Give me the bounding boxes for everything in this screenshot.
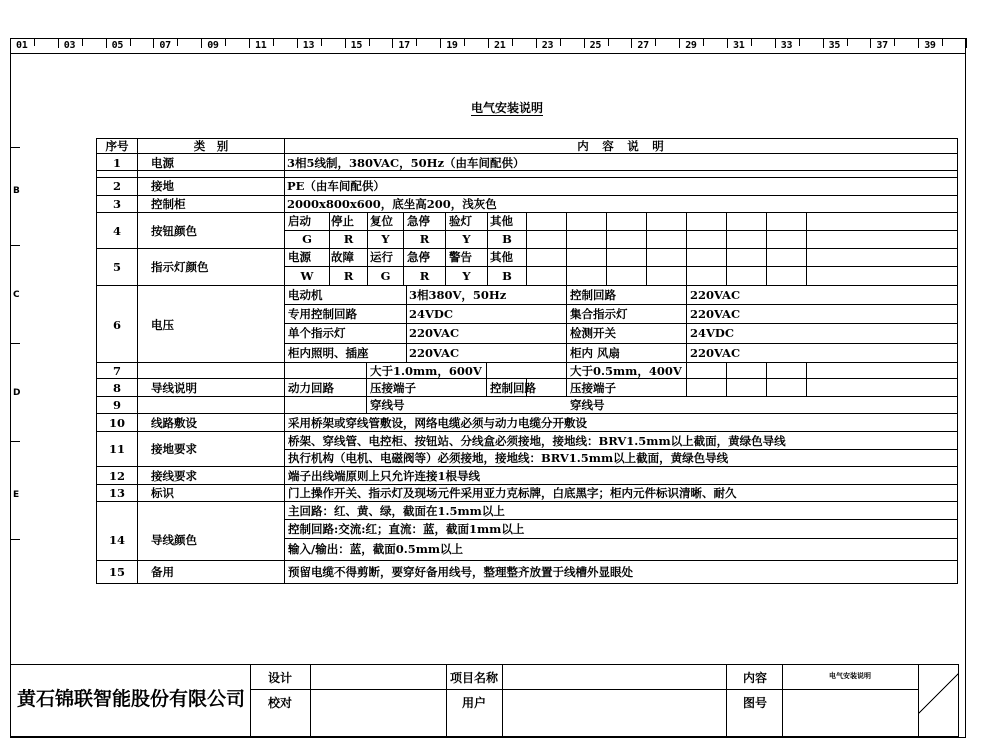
ruler-tick — [249, 38, 250, 48]
ruler-tick — [345, 38, 346, 48]
hdr-no: 序号 — [105, 139, 129, 153]
ruler-number: 25 — [589, 40, 602, 51]
ruler-minor-tick — [34, 38, 35, 46]
ruler-tick — [536, 38, 537, 48]
row4-name: 验灯 — [449, 214, 472, 228]
row1-category: 电源 — [151, 156, 174, 170]
row4-name: 启动 — [288, 214, 311, 228]
row12-category: 接线要求 — [151, 469, 197, 483]
ruler-minor-tick — [321, 38, 322, 46]
row6-value: 24VDC — [409, 307, 454, 321]
row5-code: B — [502, 269, 512, 283]
design-label: 设计 — [267, 671, 292, 685]
row5-category: 指示灯颜色 — [151, 260, 209, 274]
row4-name: 急停 — [407, 214, 430, 228]
ruler-minor-tick — [942, 38, 943, 46]
ruler-minor-tick — [512, 38, 513, 46]
row6-label: 控制回路 — [570, 288, 616, 302]
ruler-minor-tick — [608, 38, 609, 46]
row8-b: 压接端子 — [370, 381, 416, 395]
ruler-tick — [870, 38, 871, 48]
row-mark — [10, 343, 20, 344]
row9-no: 9 — [112, 398, 121, 412]
page-title: 电气安装说明 — [471, 101, 544, 115]
row4-code: Y — [381, 232, 390, 246]
check-label: 校对 — [267, 696, 292, 710]
ruler-number: 09 — [207, 40, 219, 51]
row5-code: G — [380, 269, 391, 283]
row-letter: C — [13, 290, 20, 300]
row14-line2: 控制回路:交流:红；直流：蓝，截面1mm以上 — [288, 522, 525, 536]
row8-no: 8 — [112, 381, 121, 395]
ruler-number: 33 — [780, 40, 793, 51]
row7-b: 大于0.5mm，400V — [570, 364, 682, 378]
row11-line1: 桥架、穿线管、电控柜、按钮站、分线盒必须接地，接地线：BRV1.5mm以上截面，黄绿色导线 — [288, 434, 786, 448]
row3-text: 2000x800x600，底坐高200，浅灰色 — [287, 197, 497, 211]
user-label: 用户 — [461, 696, 486, 710]
ruler-number: 21 — [494, 40, 506, 51]
row13-text: 门上操作开关、指示灯及现场元件采用亚力克标牌，白底黑字；柜内元件标识清晰、耐久 — [288, 486, 737, 500]
row9-b: 穿线号 — [570, 398, 605, 412]
row5-name: 急停 — [407, 250, 430, 264]
row-mark — [10, 147, 20, 148]
ruler-tick — [584, 38, 585, 48]
row12-no: 12 — [108, 469, 125, 483]
row6-label: 电动机 — [288, 288, 323, 302]
row1-no: 1 — [112, 156, 121, 170]
row4-name: 其他 — [490, 214, 513, 228]
ruler-minor-tick — [369, 38, 370, 46]
row4-code: G — [302, 232, 312, 246]
ruler-tick — [727, 38, 728, 48]
ruler-tick — [631, 38, 632, 48]
row3-no: 3 — [112, 197, 121, 211]
ruler-number: 35 — [828, 40, 841, 51]
row1-text: 3相5线制，380VAC，50Hz（由车间配供） — [287, 156, 525, 170]
ruler-tick — [679, 38, 680, 48]
ruler-number: 01 — [16, 40, 28, 51]
ruler-minor-tick — [130, 38, 131, 46]
ruler-tick — [153, 38, 154, 48]
row4-category: 按钮颜色 — [151, 224, 197, 238]
row8-category: 导线说明 — [151, 381, 197, 395]
row6-no: 6 — [112, 318, 121, 332]
row4-code: R — [343, 232, 354, 246]
ruler-minor-tick — [703, 38, 704, 46]
row6-label: 集合指示灯 — [570, 307, 628, 321]
row-letter: D — [13, 388, 21, 398]
row2-text: PE（由车间配供） — [287, 179, 385, 193]
ruler-tick — [488, 38, 489, 48]
ruler-number: 29 — [685, 40, 697, 51]
row6-value: 24VDC — [690, 326, 735, 340]
ruler-minor-tick — [799, 38, 800, 46]
row13-category: 标识 — [151, 486, 174, 500]
row2-category: 接地 — [151, 179, 174, 193]
hdr-content: 内 容 说 明 — [577, 139, 665, 153]
ruler-minor-tick — [416, 38, 417, 46]
row11-no: 11 — [108, 442, 125, 456]
row15-text: 预留电缆不得剪断，要穿好备用线号，整理整齐放置于线槽外显眼处 — [288, 565, 633, 579]
row8-d: 压接端子 — [570, 381, 616, 395]
ruler-number: 23 — [541, 40, 554, 51]
row14-line1: 主回路：红、黄、绿，截面在1.5mm以上 — [288, 504, 505, 518]
ruler-tick — [918, 38, 919, 48]
row15-category: 备用 — [151, 565, 174, 579]
row6-category: 电压 — [151, 318, 174, 332]
ruler-minor-tick — [751, 38, 752, 46]
ruler-tick — [966, 38, 967, 48]
ruler-number: 31 — [733, 40, 745, 51]
drawing-no-label: 图号 — [742, 696, 767, 710]
row8-a: 动力回路 — [288, 381, 334, 395]
company-name: 黄石锦联智能股份有限公司 — [16, 688, 245, 710]
row10-text: 采用桥架或穿线管敷设，网络电缆必须与动力电缆分开敷设 — [288, 416, 587, 430]
ruler-minor-tick — [847, 38, 848, 46]
row6-label: 检测开关 — [570, 326, 616, 340]
ruler-minor-tick — [560, 38, 561, 46]
ruler-number: 03 — [63, 40, 76, 51]
row11-line2: 执行机构（电机、电磁阀等）必须接地，接地线：BRV1.5mm以上截面，黄绿色导线 — [288, 451, 729, 465]
ruler-number: 15 — [350, 40, 363, 51]
ruler-minor-tick — [225, 38, 226, 46]
ruler-minor-tick — [82, 38, 83, 46]
row11-category: 接地要求 — [151, 442, 197, 456]
ruler-tick — [201, 38, 202, 48]
row5-code: Y — [462, 269, 471, 283]
row10-no: 10 — [108, 416, 125, 430]
row8-c: 控制回路 — [490, 381, 536, 395]
row4-code: R — [419, 232, 430, 246]
ruler-number: 17 — [398, 40, 410, 51]
ruler-tick — [392, 38, 393, 48]
ruler-minor-tick — [655, 38, 656, 46]
ruler-tick — [58, 38, 59, 48]
row-letter: E — [13, 490, 20, 500]
row6-value: 3相380V，50Hz — [409, 288, 507, 302]
ruler-tick — [775, 38, 776, 48]
row4-no: 4 — [112, 224, 121, 238]
ruler-number: 39 — [924, 40, 936, 51]
row5-name: 其他 — [490, 250, 513, 264]
content-value: 电气安装说明 — [829, 671, 871, 680]
row14-no: 14 — [108, 533, 125, 547]
row-mark — [10, 441, 20, 442]
ruler-tick — [106, 38, 107, 48]
row2-no: 2 — [112, 179, 121, 193]
ruler-tick — [440, 38, 441, 48]
ruler-number: 07 — [159, 40, 171, 51]
ruler-minor-tick — [894, 38, 895, 46]
row6-value: 220VAC — [690, 288, 741, 302]
row4-code: B — [502, 232, 512, 246]
ruler-tick — [823, 38, 824, 48]
row5-name: 电源 — [288, 250, 311, 264]
row5-code: W — [300, 269, 314, 283]
row4-name: 复位 — [370, 214, 393, 228]
project-name-label: 项目名称 — [449, 671, 498, 685]
row6-value: 220VAC — [409, 346, 460, 360]
ruler-number: 19 — [446, 40, 458, 51]
row5-name: 运行 — [370, 250, 393, 264]
row7-a: 大于1.0mm，600V — [370, 364, 482, 378]
row9-a: 穿线号 — [370, 398, 405, 412]
ruler-minor-tick — [273, 38, 274, 46]
row4-name: 停止 — [331, 214, 354, 228]
row14-line3: 输入/输出：蓝，截面0.5mm以上 — [288, 542, 464, 556]
row15-no: 15 — [108, 565, 125, 579]
row12-text: 端子出线端原则上只允许连接1根导线 — [288, 469, 480, 483]
row-letter: B — [13, 186, 20, 196]
row5-name: 警告 — [449, 250, 472, 264]
ruler-number: 11 — [255, 40, 267, 51]
ruler-minor-tick — [177, 38, 178, 46]
row5-code: R — [419, 269, 430, 283]
row5-no: 5 — [112, 260, 121, 274]
row6-value: 220VAC — [409, 326, 460, 340]
row6-label: 专用控制回路 — [288, 307, 357, 321]
row10-category: 线路敷设 — [151, 416, 197, 430]
row6-value: 220VAC — [690, 307, 741, 321]
row14-category: 导线颜色 — [151, 533, 197, 547]
row13-no: 13 — [108, 486, 125, 500]
row5-code: R — [343, 269, 354, 283]
row5-name: 故障 — [331, 250, 354, 264]
ruler-number: 37 — [876, 40, 888, 51]
ruler-number: 05 — [111, 40, 124, 51]
ruler-tick — [297, 38, 298, 48]
row3-category: 控制柜 — [151, 197, 186, 211]
content-label: 内容 — [742, 671, 767, 685]
row6-label: 单个指示灯 — [288, 326, 346, 340]
row-mark — [10, 245, 20, 246]
ruler-tick — [10, 38, 11, 48]
ruler-number: 13 — [302, 40, 315, 51]
ruler-number: 27 — [637, 40, 649, 51]
row7-no: 7 — [112, 364, 121, 378]
hdr-category: 类 别 — [193, 139, 229, 153]
row-mark — [10, 539, 20, 540]
row6-label: 柜内 风扇 — [570, 346, 621, 360]
row6-value: 220VAC — [690, 346, 741, 360]
ruler-minor-tick — [464, 38, 465, 46]
row4-code: Y — [462, 232, 471, 246]
row6-label: 柜内照明、插座 — [288, 346, 369, 360]
